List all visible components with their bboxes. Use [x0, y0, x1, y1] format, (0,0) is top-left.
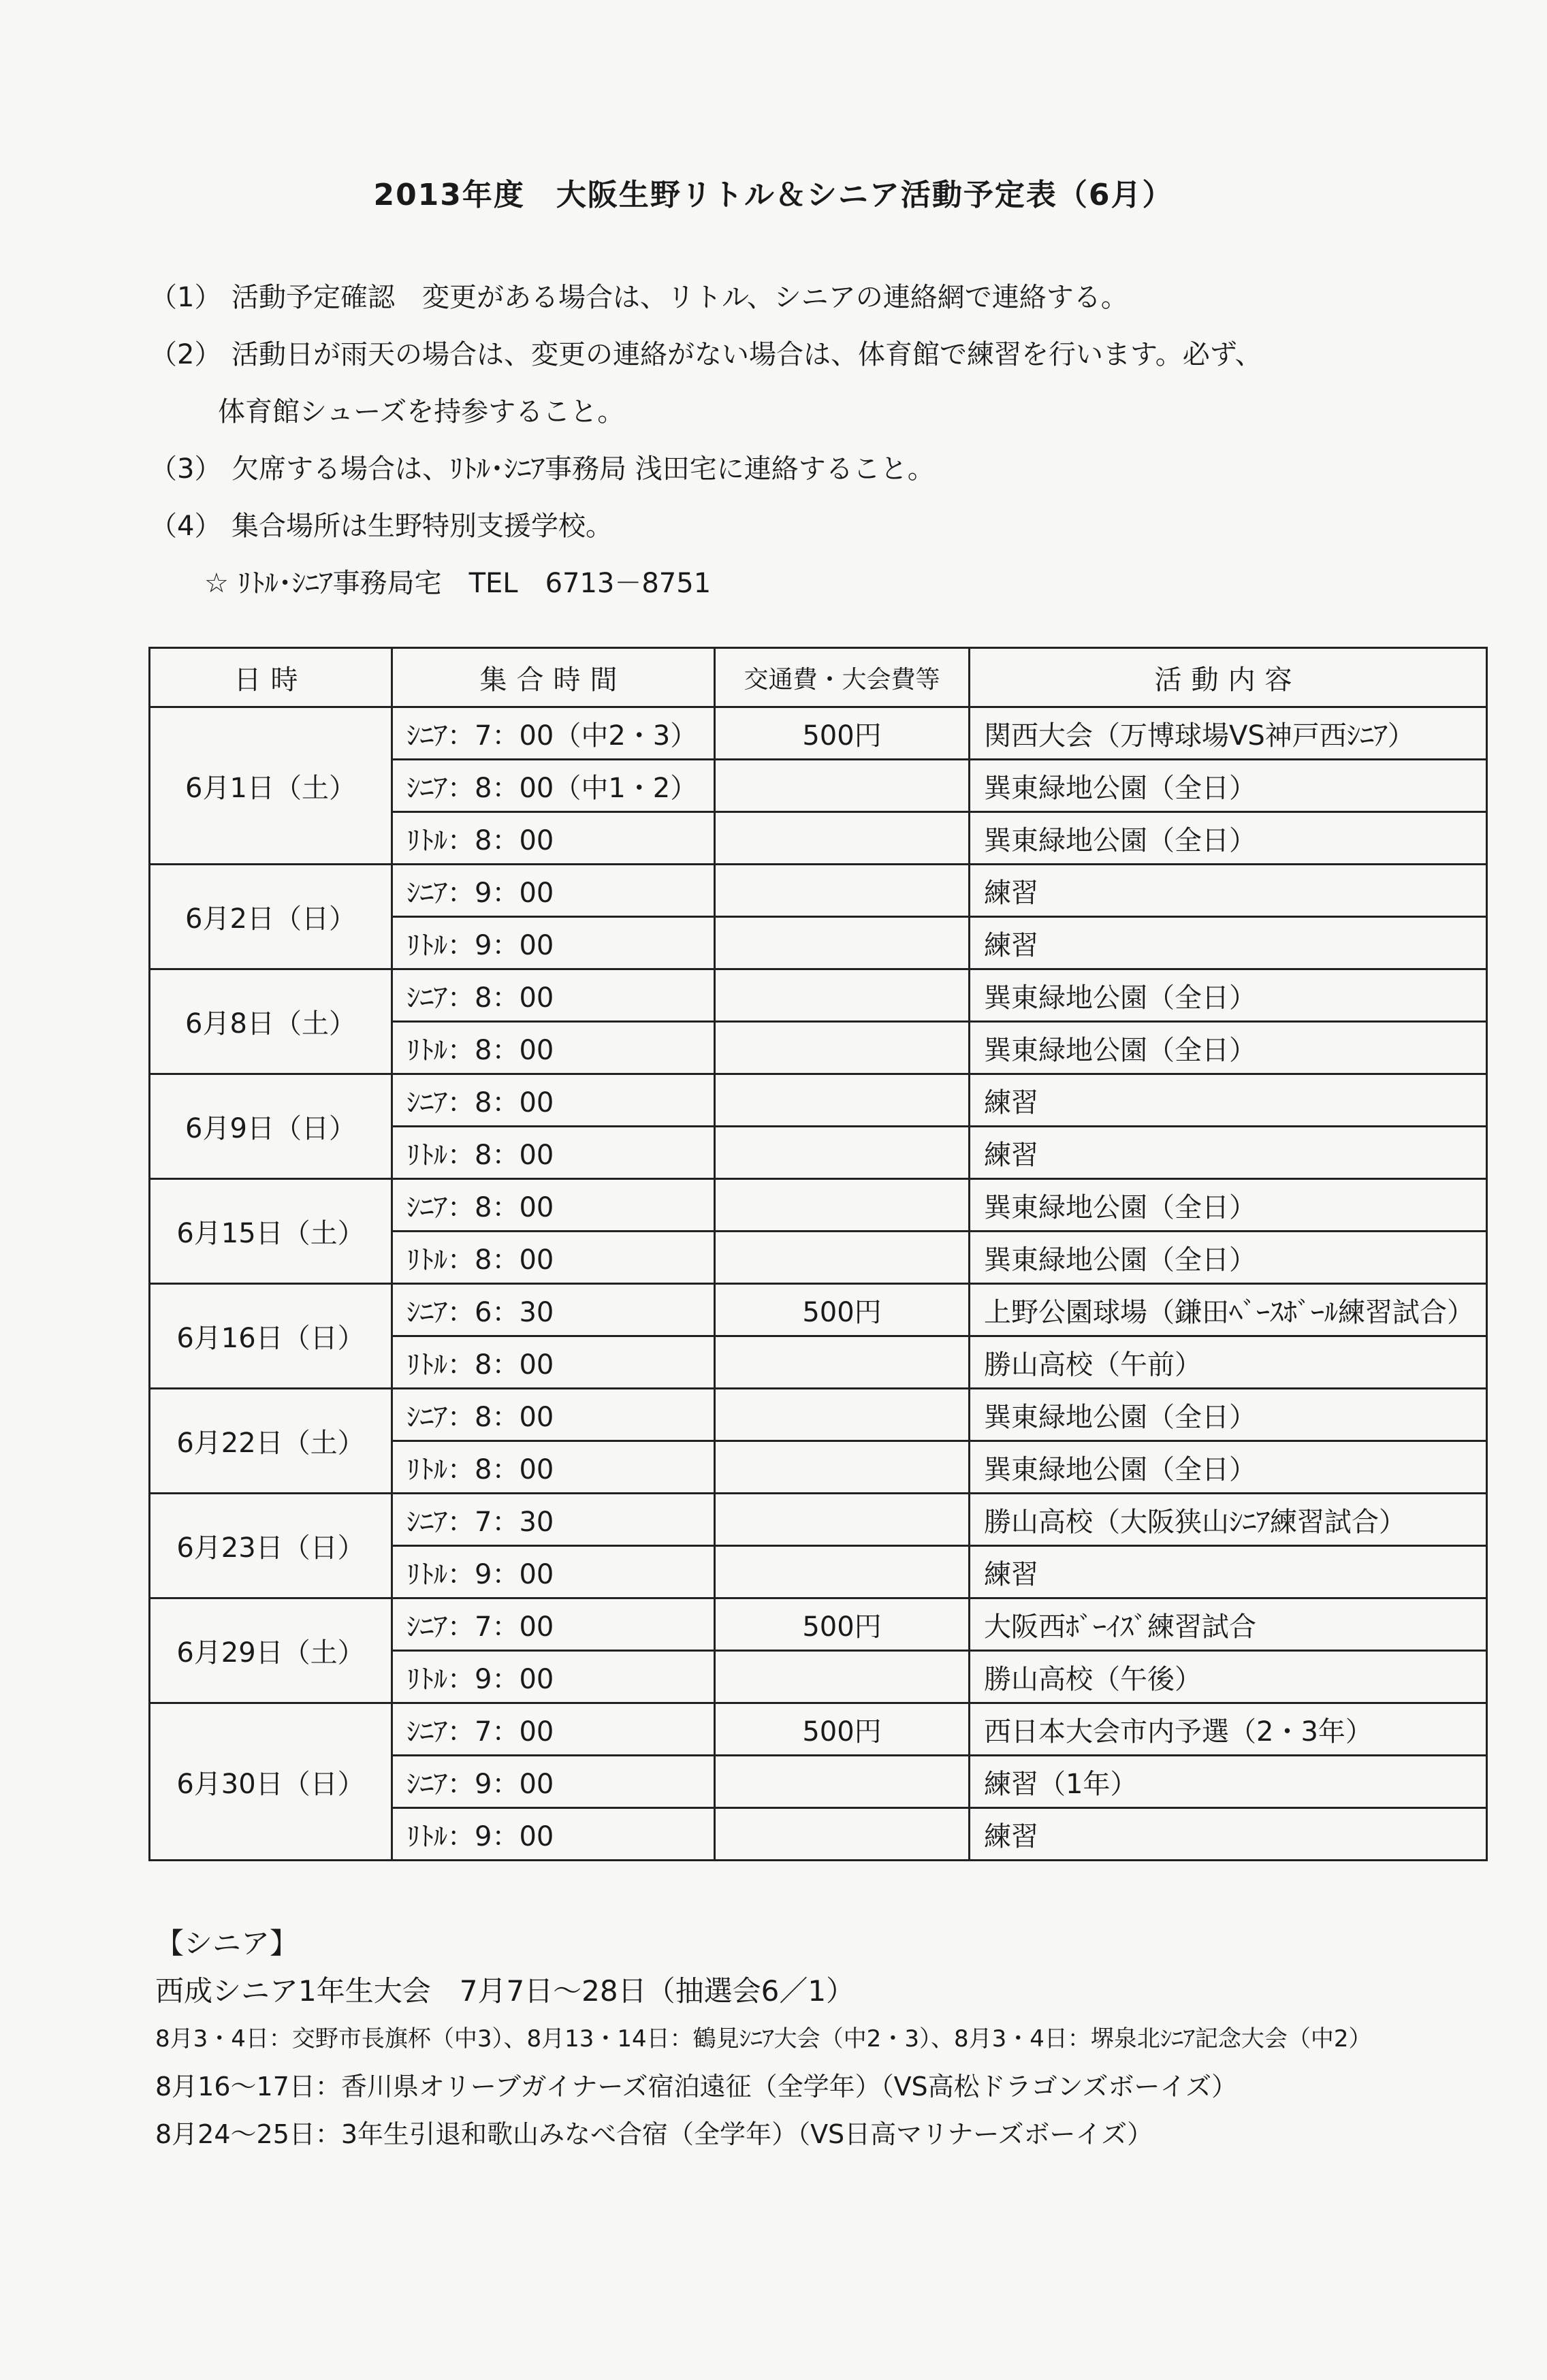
header-time: 集合時間	[392, 648, 715, 707]
time-cell: ｼﾆｱ：9：00	[392, 1756, 715, 1808]
senior-heading: 【シニア】	[155, 1927, 299, 1960]
header-row	[150, 648, 1487, 707]
activity-cell: 練習	[970, 865, 1487, 917]
time-cell: ｼﾆｱ：7：00（中2・3）	[392, 707, 715, 760]
time-cell: ﾘﾄﾙ：8：00	[392, 1022, 715, 1074]
header-activity: 活動内容	[970, 648, 1487, 707]
fee-cell	[715, 1074, 970, 1127]
time-cell: ｼﾆｱ：6：30	[392, 1284, 715, 1336]
fee-cell	[715, 865, 970, 917]
time-cell: ﾘﾄﾙ：9：00	[392, 1651, 715, 1703]
activity-cell: 西日本大会市内予選（2・3年）	[970, 1703, 1487, 1756]
note-3	[150, 440, 1498, 498]
time-cell: ｼﾆｱ：7：00	[392, 1598, 715, 1651]
note-4	[150, 498, 1498, 555]
fee-cell	[715, 969, 970, 1022]
time-cell: ﾘﾄﾙ：8：00	[392, 1127, 715, 1179]
senior-line: 8月24～25日：3年生引退和歌山みなべ合宿（全学年）（VS日高マリナーズボーイズ）	[155, 2119, 1153, 2149]
date-cell: 6月15日（土）	[150, 1179, 392, 1284]
time-cell: ﾘﾄﾙ：9：00	[392, 1808, 715, 1861]
schedule-row	[150, 1703, 1487, 1756]
activity-cell: 練習	[970, 1127, 1487, 1179]
fee-cell	[715, 1022, 970, 1074]
time-cell: ｼﾆｱ：8：00（中1・2）	[392, 760, 715, 812]
schedule-row	[150, 1598, 1487, 1651]
activity-cell: 巽東緑地公園（全日）	[970, 1179, 1487, 1232]
fee-cell	[715, 1389, 970, 1441]
office-tel: ☆ ﾘﾄﾙ･ｼﾆｱ事務局宅 TEL 6713－8751	[204, 568, 712, 599]
senior-section	[155, 1920, 1503, 2158]
fee-cell: 500円	[715, 707, 970, 760]
time-cell: ｼﾆｱ：8：00	[392, 1179, 715, 1232]
fee-cell	[715, 1494, 970, 1546]
date-cell: 6月16日（日）	[150, 1284, 392, 1389]
fee-cell	[715, 1127, 970, 1179]
notes-list	[150, 269, 1498, 612]
schedule-row	[150, 1284, 1487, 1336]
schedule-row	[150, 865, 1487, 917]
fee-cell	[715, 917, 970, 969]
schedule-row	[150, 969, 1487, 1022]
note-2-continued	[150, 383, 1498, 440]
fee-cell: 500円	[715, 1284, 970, 1336]
fee-cell: 500円	[715, 1598, 970, 1651]
schedule-row	[150, 1389, 1487, 1441]
header-date: 日時	[150, 648, 392, 707]
note-text: 体育館シューズを持参すること。	[218, 396, 625, 428]
activity-cell: 巽東緑地公園（全日）	[970, 812, 1487, 865]
schedule-row	[150, 1179, 1487, 1232]
senior-line: 西成シニア1年生大会 7月7日～28日（抽選会6／1）	[155, 1974, 855, 2008]
activity-cell: 上野公園球場（鎌田ﾍﾞｰｽﾎﾞｰﾙ練習試合）	[970, 1284, 1487, 1336]
schedule-body	[150, 707, 1487, 1861]
date-cell: 6月2日（日）	[150, 865, 392, 969]
time-cell: ﾘﾄﾙ：8：00	[392, 812, 715, 865]
date-cell: 6月9日（日）	[150, 1074, 392, 1179]
activity-cell: 練習	[970, 1546, 1487, 1598]
fee-cell	[715, 760, 970, 812]
activity-cell: 勝山高校（大阪狭山ｼﾆｱ練習試合）	[970, 1494, 1487, 1546]
note-text: 活動日が雨天の場合は、変更の連絡がない場合は、体育館で練習を行います。必ず、	[232, 339, 1262, 370]
note-2	[150, 326, 1498, 383]
fee-cell	[715, 1546, 970, 1598]
activity-cell: 練習	[970, 917, 1487, 969]
activity-cell: 勝山高校（午後）	[970, 1651, 1487, 1703]
date-cell: 6月1日（土）	[150, 707, 392, 865]
date-cell: 6月23日（日）	[150, 1494, 392, 1598]
document-title: 2013年度 大阪生野リトル＆シニア活動予定表（6月）	[373, 178, 1174, 212]
schedule-row	[150, 707, 1487, 760]
fee-cell	[715, 812, 970, 865]
date-cell: 6月30日（日）	[150, 1703, 392, 1861]
activity-cell: 勝山高校（午前）	[970, 1336, 1487, 1389]
senior-line: 8月16～17日：香川県オリーブガイナーズ宿泊遠征（全学年）（VS高松ドラゴンズボーイズ）	[155, 2072, 1238, 2102]
fee-cell	[715, 1336, 970, 1389]
note-number: （3）	[150, 453, 222, 485]
note-1	[150, 269, 1498, 326]
schedule-row	[150, 1074, 1487, 1127]
note-text: 欠席する場合は、ﾘﾄﾙ･ｼﾆｱ事務局 浅田宅に連絡すること。	[232, 453, 935, 485]
header-fee: 交通費・大会費等	[715, 648, 970, 707]
activity-cell: 巽東緑地公園（全日）	[970, 969, 1487, 1022]
activity-cell: 巽東緑地公園（全日）	[970, 1022, 1487, 1074]
activity-cell: 練習	[970, 1074, 1487, 1127]
time-cell: ｼﾆｱ：8：00	[392, 1389, 715, 1441]
time-cell: ﾘﾄﾙ：9：00	[392, 917, 715, 969]
time-cell: ｼﾆｱ：7：30	[392, 1494, 715, 1546]
activity-cell: 巽東緑地公園（全日）	[970, 760, 1487, 812]
fee-cell	[715, 1808, 970, 1861]
date-cell: 6月22日（土）	[150, 1389, 392, 1494]
schedule-table	[148, 647, 1488, 1861]
note-number: （2）	[150, 339, 222, 370]
fee-cell	[715, 1179, 970, 1232]
activity-cell: 巽東緑地公園（全日）	[970, 1232, 1487, 1284]
fee-cell	[715, 1441, 970, 1494]
note-text: 集合場所は生野特別支援学校。	[232, 511, 613, 542]
time-cell: ｼﾆｱ：8：00	[392, 1074, 715, 1127]
schedule-row	[150, 1494, 1487, 1546]
fee-cell	[715, 1651, 970, 1703]
activity-cell: 練習（1年）	[970, 1756, 1487, 1808]
time-cell: ｼﾆｱ：9：00	[392, 865, 715, 917]
time-cell: ﾘﾄﾙ：9：00	[392, 1546, 715, 1598]
time-cell: ｼﾆｱ：8：00	[392, 969, 715, 1022]
time-cell: ﾘﾄﾙ：8：00	[392, 1336, 715, 1389]
senior-line: 8月3・4日：交野市長旗杯（中3）、8月13・14日：鶴見ｼﾆｱ大会（中2・3）、8月3・4日：堺泉北ｼﾆｱ記念大会（中2）	[155, 2025, 1372, 2053]
activity-cell: 関西大会（万博球場VS神戸西ｼﾆｱ）	[970, 707, 1487, 760]
note-number: （4）	[150, 511, 222, 542]
note-number: （1）	[150, 282, 222, 313]
fee-cell	[715, 1232, 970, 1284]
time-cell: ﾘﾄﾙ：8：00	[392, 1441, 715, 1494]
time-cell: ﾘﾄﾙ：8：00	[392, 1232, 715, 1284]
note-text: 活動予定確認 変更がある場合は、リトル、シニアの連絡網で連絡する。	[232, 282, 1128, 313]
date-cell: 6月29日（土）	[150, 1598, 392, 1703]
time-cell: ｼﾆｱ：7：00	[392, 1703, 715, 1756]
activity-cell: 大阪西ﾎﾞｰｲｽﾞ練習試合	[970, 1598, 1487, 1651]
activity-cell: 巽東緑地公園（全日）	[970, 1389, 1487, 1441]
date-cell: 6月8日（土）	[150, 969, 392, 1074]
fee-cell: 500円	[715, 1703, 970, 1756]
activity-cell: 巽東緑地公園（全日）	[970, 1441, 1487, 1494]
activity-cell: 練習	[970, 1808, 1487, 1861]
fee-cell	[715, 1756, 970, 1808]
